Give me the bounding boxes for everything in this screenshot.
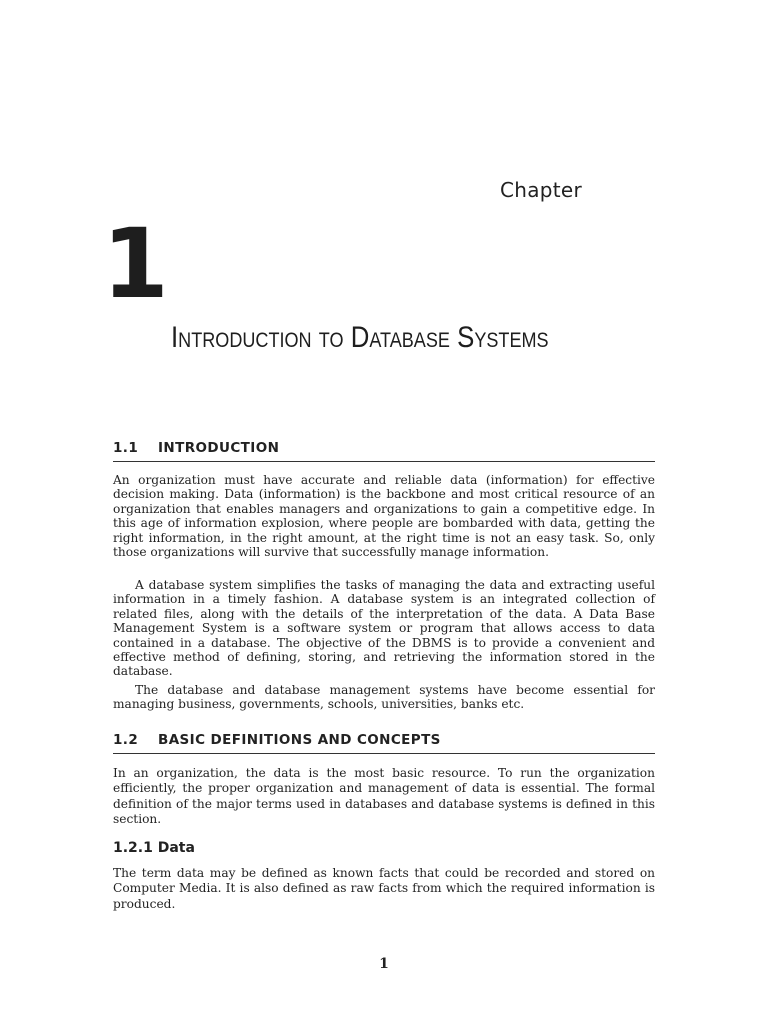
chapter-title: Introduction to Database Systems bbox=[171, 321, 549, 354]
section-title: INTRODUCTION bbox=[158, 440, 280, 456]
page-number: 1 bbox=[379, 956, 389, 972]
paragraph: An organization must have accurate and reliable data (information) for effective decision making. Data (information) is the backbone and most critical resource of an organization that enables managers and organizations to gain a competitive edge. In this age of information explosion, where people are bombarded with data, getting the right information, in the right amount, at the right time is not an easy task. So, only those organizations will survive that successfully manage information. bbox=[113, 473, 655, 560]
subsection-heading-data: 1.2.1 Data bbox=[113, 840, 195, 856]
paragraph: In an organization, the data is the most basic resource. To run the organization efficiently, the proper organization and management of data is essential. The formal definition of the major terms used in databases and database systems is defined in this section. bbox=[113, 766, 655, 827]
section-title: BASIC DEFINITIONS AND CONCEPTS bbox=[158, 732, 441, 748]
paragraph: The term data may be defined as known facts that could be recorded and stored on Computer Media. It is also defined as raw facts from which the required information is produced. bbox=[113, 866, 655, 911]
section-heading-basic-definitions bbox=[113, 732, 655, 754]
section-number: 1.2 bbox=[113, 732, 139, 748]
chapter-number: 1 bbox=[102, 208, 169, 320]
paragraph: A database system simplifies the tasks of managing the data and extracting useful information in a timely fashion. A database system is an integrated collection of related files, along with the details of the interpretation of the data. A Data Base Management System is a software system or program that allows access to data contained in a database. The objective of the DBMS is to provide a convenient and effective method of defining, storing, and retrieving the information stored in the database. bbox=[113, 578, 655, 679]
paragraph: The database and database management systems have become essential for managing business, governments, schools, universities, banks etc. bbox=[113, 683, 655, 712]
section-heading-introduction bbox=[113, 440, 655, 462]
chapter-label: Chapter bbox=[500, 178, 583, 202]
section-number: 1.1 bbox=[113, 440, 139, 456]
